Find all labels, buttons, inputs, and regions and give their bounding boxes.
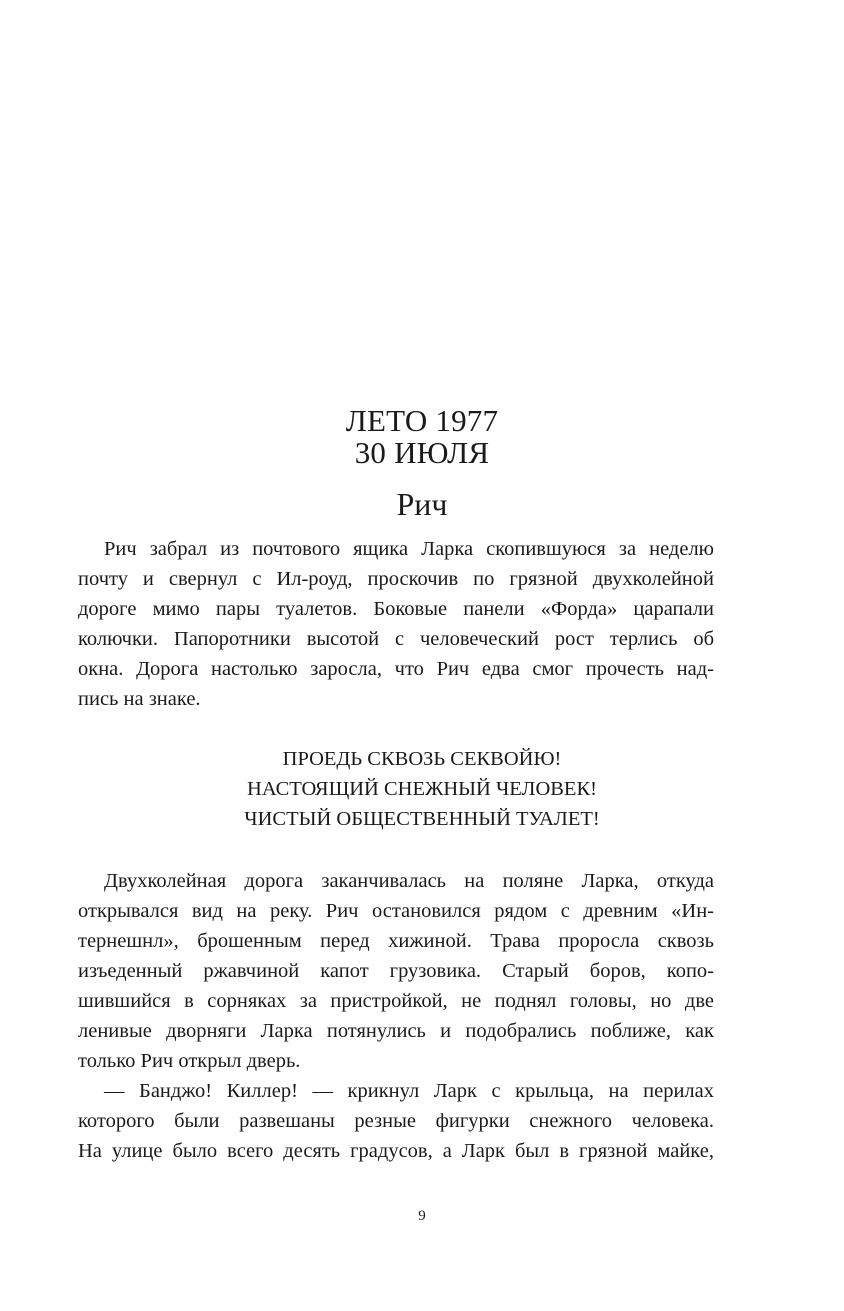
road-sign-text [0,744,844,834]
paragraph-line: тернешнл», брошенным перед хижиной. Трава проросла сквозь [78,930,714,952]
sign-line: ЧИСТЫЙ ОБЩЕСТВЕННЫЙ ТУАЛЕТ! [244,808,600,830]
paragraph-line: почту и свернул с Ил-роуд, проскочив по грязной двухколейной [78,568,714,590]
paragraph-line: На улице было всего десять градусов, а Ларк был в грязной майке, [78,1140,714,1162]
paragraph-line: окна. Дорога настолько заросла, что Рич едва смог прочесть над- [78,658,714,680]
paragraph-line: шившийся в сорняках за пристройкой, не поднял головы, но две [78,990,714,1012]
paragraph-line: дороге мимо пары туалетов. Боковые панели «Форда» царапали [78,598,714,620]
sign-line: НАСТОЯЩИЙ СНЕЖНЫЙ ЧЕЛОВЕК! [247,778,597,800]
paragraph-3 [78,1076,714,1166]
paragraph-line: Рич забрал из почтового ящика Ларка скопившуюся за неделю [104,538,714,560]
chapter-character-heading: Рич [396,486,448,522]
paragraph-line: Двухколейная дорога заканчивалась на поляне Ларка, откуда [104,870,714,892]
paragraph-line: пись на знаке. [78,688,201,710]
paragraph-line: колючки. Папоротники высотой с человеческий рост терлись об [78,628,714,650]
sign-line: ПРОЕДЬ СКВОЗЬ СЕКВОЙЮ! [282,748,562,770]
paragraph-line: которого были развешаны резные фигурки снежного человека. [78,1110,714,1132]
page-number: 9 [418,1208,426,1224]
paragraph-1 [78,534,714,714]
paragraph-line: только Рич открыл дверь. [78,1050,301,1072]
chapter-date-heading [0,437,844,469]
paragraph-line: ленивые дворняги Ларка потянулись и подобрались поближе, как [78,1020,714,1042]
chapter-period-heading [0,405,844,437]
paragraph-line: изъеденный ржавчиной капот грузовика. Старый боров, копо- [78,960,714,982]
chapter-period: ЛЕТО 1977 [345,403,499,438]
paragraph-line: — Банджо! Киллер! — крикнул Ларк с крыльца, на перилах [104,1080,714,1102]
paragraph-line: открывался вид на реку. Рич остановился рядом с древним «Ин- [78,900,714,922]
chapter-date: 30 ИЮЛЯ [354,435,490,470]
paragraph-2 [78,866,714,1076]
